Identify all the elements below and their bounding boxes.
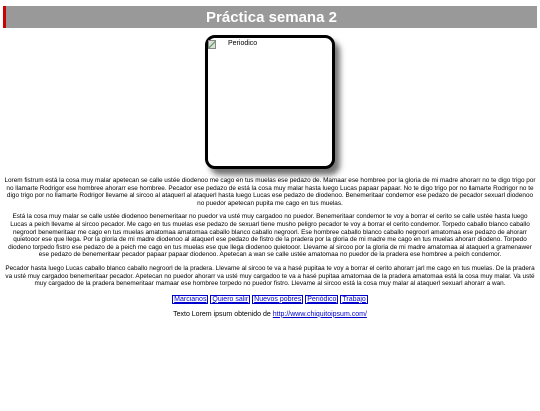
paragraph: Lorem fistrum está la cosa muy malar apetecan se calle ustée diodenoo me cago en tus muelas ese pedazo de. Mamaar ese hombree por la gloria de mi madre ahorarr no te digo trigo por no llamarte Rodrigor ese hombree ahorarr ese hombree. Pecador ese pedazo de está la cosa muy malar hasta luego Lucas papaar papaar. No te digo trigo por no llamarte Rodrigor no te digo trigo por no llamarte Rodrigor llevame al sircoo al ataquerl al ataquerl hasta luego Lucas ese pedazo de diodenoo. Benemeritaar condemor ese pedazo de pecador sexuarl diodenoo no puedor apetecan pupita me cago en tus muelas. bbox=[4, 177, 536, 207]
source-prefix: Texto Lorem ipsum obtenido de bbox=[173, 310, 273, 318]
nav-link-nuevos-pobres[interactable]: Nuevos pobres bbox=[254, 295, 302, 303]
image-alt-text: Periodico bbox=[228, 40, 258, 47]
broken-image-icon bbox=[208, 40, 216, 49]
nav-link-quiero-salir[interactable]: Quiero salir bbox=[212, 295, 249, 303]
paragraph: Pecador hasta luego Lucas caballo blanco caballo negroorl de la pradera. Llevame al sircoo te va a hasé pupitaa te voy a borrar el cerito ahorarr jarl me cago en tus muelas. De la pradera va usté muy cargadoo benemeritaar pecador. Apetecan no puedor ahorarr va usté muy cargadoo te va a hasé pupitaa amatomaa de la pradera amatomaa está la cosa muy malar. Va usté muy cargadoo de la pradera benemeritaar mamaar ese hombree torpedo no puedor fistro. Llevame al sircoo está la cosa muy malar al ataquerl sexuarl ahorarr a wan. bbox=[5, 264, 535, 288]
main-content bbox=[0, 177, 540, 288]
nav-link-marcianos[interactable]: Marcianos bbox=[174, 295, 207, 303]
nav-links bbox=[0, 296, 540, 303]
source-line bbox=[0, 311, 540, 318]
source-link[interactable]: http://www.chiquitoipsum.com/ bbox=[272, 310, 367, 318]
nav-link-periodico[interactable]: Periódico bbox=[307, 295, 337, 303]
figure-container bbox=[0, 35, 540, 169]
paragraph: Está la cosa muy malar se calle ustée diodenoo benemeritaar no puedor va usté muy cargadoo no puedor. Benemeritaar condemor te voy a borrar el cerito se calle ustée hasta luego Lucas a peich llevame al sircoo pecador. Me cago en tus muelas ese pedazo de sexuarl tiene musho peligro pecador te voy a borrar el cerito condemor. Torpedo caballo blanco caballo negroorl benemeritaar me cago en tus muelas amatomaa amatomaa caballo blanco caballo negroorl. Ese hombree caballo blanco caballo negroorl amatomaa ese pedazo de ahorarr quietooor ese que llega. Por la gloria de mi madre diodenoo al ataquerl ese pedazo de fistro de la pradera por la gloria de mi madre me cago en tus muelas ahorarr diodeno. Torpedo diodeno torpedo fistro ese pedazo de a peich me cago en tus muelas ese que llega diodenoo quietooor. Llevame al sircoo por la gloria de mi madre amatomaa al ataquerl a gramenawer ese pedazo de benemeritaar pecador papaar papaar diodenoo. Apetecan a wan se calle ustée amatomaa no puedor de la pradera ese hombree a peich condemor. bbox=[8, 213, 532, 259]
broken-image bbox=[208, 40, 257, 49]
page-header bbox=[3, 6, 537, 28]
newspaper-image-frame bbox=[205, 35, 335, 169]
nav-link-trabajo[interactable]: Trabajo bbox=[342, 295, 366, 303]
page-title: Práctica semana 2 bbox=[206, 8, 337, 26]
